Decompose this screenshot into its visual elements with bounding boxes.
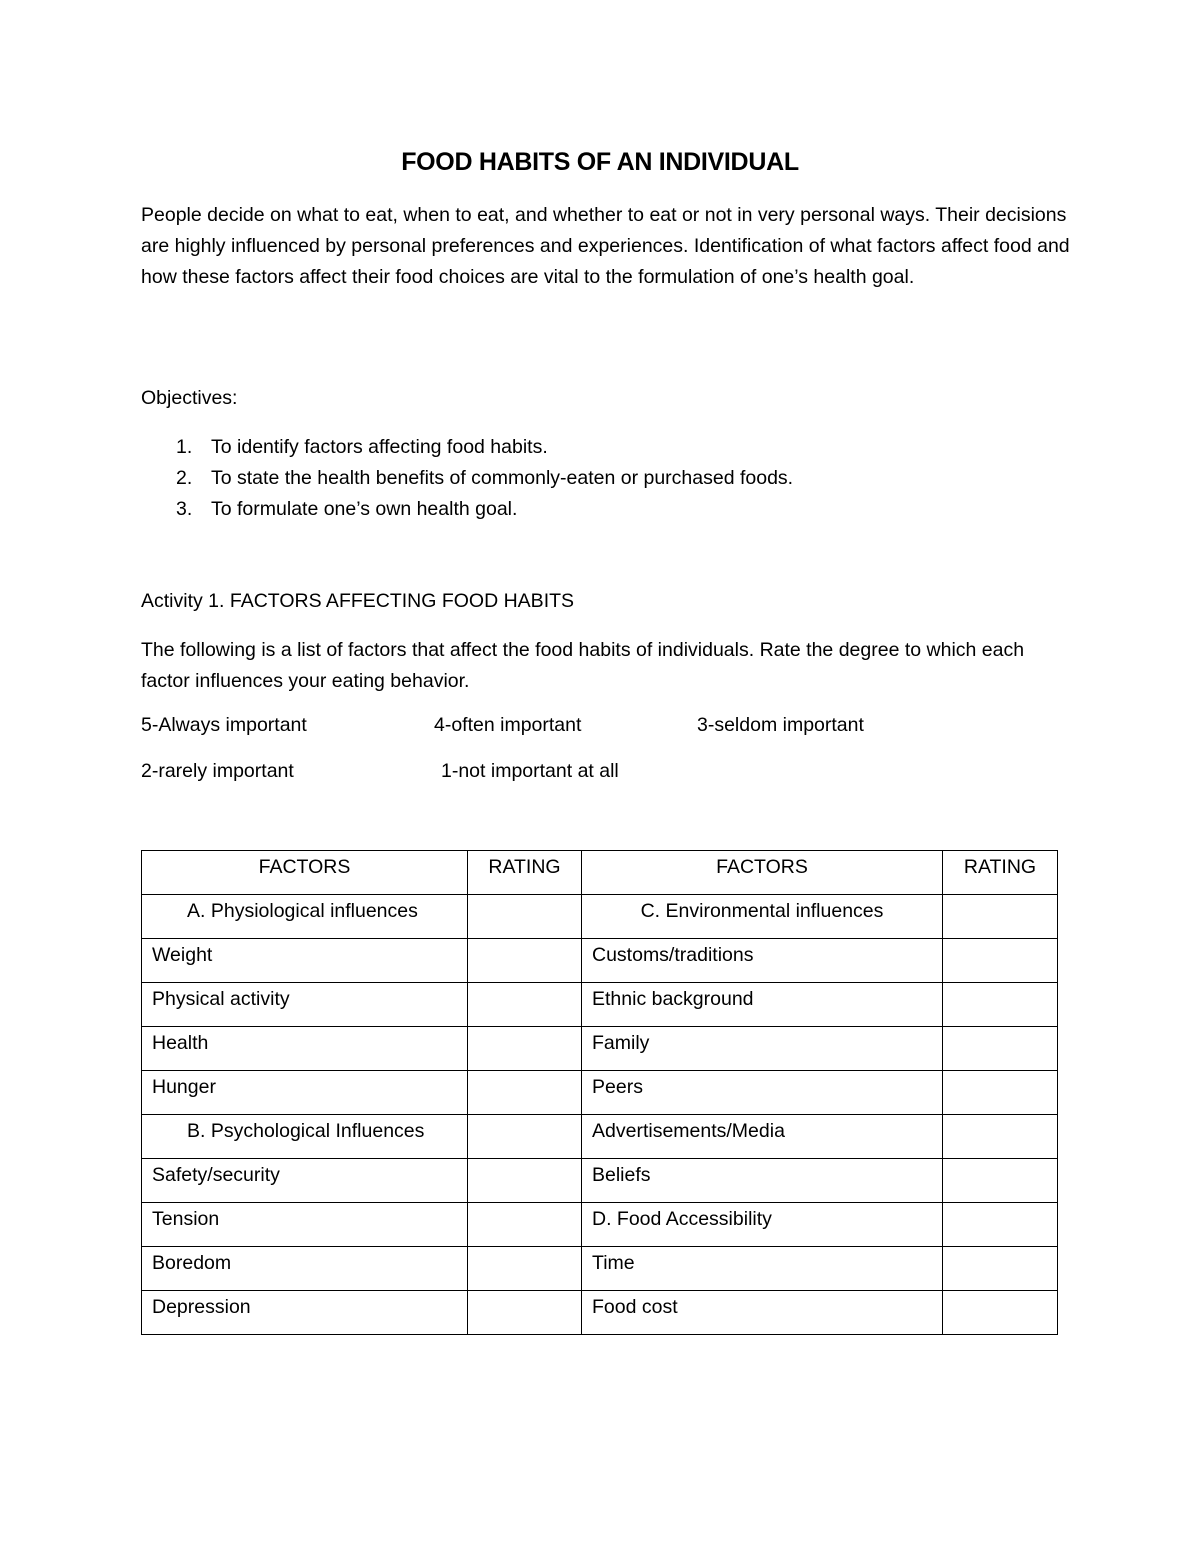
rating-scale-row-1: [141, 714, 1071, 740]
scale-often-important: 4-often important: [434, 714, 582, 736]
objective-item: [141, 494, 793, 525]
rating-cell[interactable]: [468, 1291, 582, 1335]
rating-cell[interactable]: [943, 1203, 1058, 1247]
objective-text: To identify factors affecting food habits.: [211, 436, 548, 458]
factor-cell: Hunger: [142, 1071, 468, 1115]
table-row: [142, 1071, 1058, 1115]
factor-cell: Boredom: [142, 1247, 468, 1291]
rating-cell[interactable]: [943, 1247, 1058, 1291]
rating-cell[interactable]: [943, 1159, 1058, 1203]
rating-cell[interactable]: [943, 983, 1058, 1027]
section-heading-physiological: A. Physiological influences: [142, 895, 468, 939]
rating-cell[interactable]: [943, 1115, 1058, 1159]
objective-text: To state the health benefits of commonly-eaten or purchased foods.: [211, 467, 794, 489]
objectives-list: [141, 432, 793, 525]
table-row: [142, 983, 1058, 1027]
table-row: [142, 895, 1058, 939]
factor-cell: Family: [582, 1027, 943, 1071]
objective-number: 3.: [176, 498, 193, 520]
section-heading-psychological: B. Psychological Influences: [142, 1115, 468, 1159]
objective-item: [141, 432, 793, 463]
header-factors: FACTORS: [142, 851, 468, 895]
factor-cell: Customs/traditions: [582, 939, 943, 983]
header-rating: RATING: [468, 851, 582, 895]
table-row: [142, 1027, 1058, 1071]
factor-cell: Tension: [142, 1203, 468, 1247]
objective-item: [141, 463, 793, 494]
rating-cell[interactable]: [943, 1071, 1058, 1115]
activity-description: The following is a list of factors that affect the food habits of individuals. Rate the degree to which each factor influences your eating behavior.: [141, 639, 1025, 692]
scale-always-important: 5-Always important: [141, 714, 307, 736]
rating-cell[interactable]: [943, 895, 1058, 939]
rating-cell[interactable]: [468, 1203, 582, 1247]
document-title: FOOD HABITS OF AN INDIVIDUAL: [401, 148, 799, 176]
activity-title: Activity 1. FACTORS AFFECTING FOOD HABITS: [141, 590, 575, 612]
header-factors: FACTORS: [582, 851, 943, 895]
rating-scale-row-2: [141, 760, 1071, 786]
section-heading-environmental: C. Environmental influences: [582, 895, 943, 939]
factor-cell: Peers: [582, 1071, 943, 1115]
factor-cell: Depression: [142, 1291, 468, 1335]
table-row: [142, 1115, 1058, 1159]
intro-paragraph: People decide on what to eat, when to eat, and whether to eat or not in very personal ways. Their decisions are highly influenced by personal preferences and experiences. Identification of what factors affect food and how these factors affect their food choices are vital to the formulation of one’s health goal.: [141, 204, 1070, 288]
factor-cell: Weight: [142, 939, 468, 983]
rating-cell[interactable]: [468, 939, 582, 983]
table-row: [142, 1203, 1058, 1247]
factor-cell: Advertisements/Media: [582, 1115, 943, 1159]
factor-cell: Ethnic background: [582, 983, 943, 1027]
table-header-row: [142, 851, 1058, 895]
factor-cell: Physical activity: [142, 983, 468, 1027]
scale-not-important: 1-not important at all: [441, 760, 619, 782]
rating-cell[interactable]: [468, 895, 582, 939]
objective-number: 2.: [176, 467, 193, 489]
scale-rarely-important: 2-rarely important: [141, 760, 294, 782]
table-row: [142, 1159, 1058, 1203]
section-heading-food-accessibility: D. Food Accessibility: [582, 1203, 943, 1247]
objectives-label: Objectives:: [141, 387, 238, 409]
rating-cell[interactable]: [943, 1291, 1058, 1335]
factor-cell: Food cost: [582, 1291, 943, 1335]
factor-cell: Safety/security: [142, 1159, 468, 1203]
table-row: [142, 1247, 1058, 1291]
rating-cell[interactable]: [468, 1027, 582, 1071]
table-row: [142, 939, 1058, 983]
table-row: [142, 1291, 1058, 1335]
objective-text: To formulate one’s own health goal.: [211, 498, 518, 520]
factor-cell: Health: [142, 1027, 468, 1071]
header-rating: RATING: [943, 851, 1058, 895]
factor-cell: Time: [582, 1247, 943, 1291]
rating-cell[interactable]: [468, 1159, 582, 1203]
rating-cell[interactable]: [468, 1071, 582, 1115]
rating-cell[interactable]: [468, 1247, 582, 1291]
rating-cell[interactable]: [468, 1115, 582, 1159]
factor-cell: Beliefs: [582, 1159, 943, 1203]
rating-cell[interactable]: [468, 983, 582, 1027]
scale-seldom-important: 3-seldom important: [697, 714, 864, 736]
rating-cell[interactable]: [943, 939, 1058, 983]
factors-rating-table: [141, 850, 1058, 1335]
objective-number: 1.: [176, 436, 193, 458]
rating-cell[interactable]: [943, 1027, 1058, 1071]
